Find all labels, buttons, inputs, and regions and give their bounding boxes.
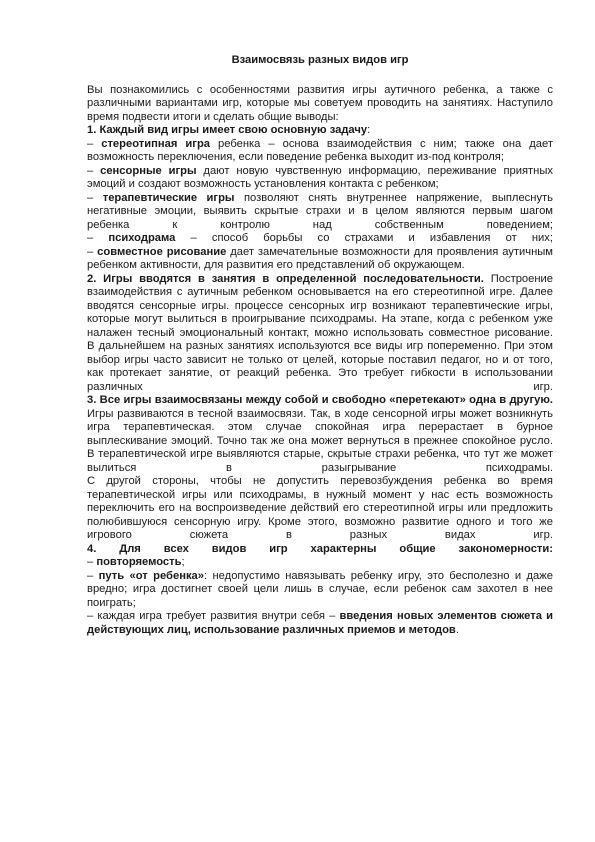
item-term: сенсорные игры (100, 164, 197, 177)
section-3-heading: 3. Все игры взаимосвязаны между собой и свободно «перетекают» одна в другую. (87, 394, 553, 406)
item-term: терапевтические игры (102, 191, 235, 204)
item-text: позволяют снять внутреннее напряжение, выплеснуть негативные эмоции, выявить скрытые страхи и в целом являются первым шагом ребенка к контролю над собственным поведением; (87, 191, 553, 231)
section-1-heading (87, 124, 553, 138)
section-3-text: Игры развиваются в тесной взаимосвязи. Так, в ходе сенсорной игры может возникнуть игра терапевтическая. этом случае спокойная игра перерастает в бурное выплескивание эмоций. Точно так же она может вернуться в прежнее спокойное русло. (87, 407, 553, 447)
item-text: ребенка – основа взаимодействия с ним; также она дает возможность переключения, если поведение ребенка выходит из-под контроля; (87, 137, 553, 163)
item-dash: – (87, 164, 101, 177)
section-1-item-1 (87, 138, 553, 165)
item-dash: – (87, 137, 102, 150)
section-4-item-3 (87, 610, 553, 637)
section-4-item-2 (87, 570, 553, 611)
intro-paragraph: Вы познакомились с особенностями развития игры аутичного ребенка, а также с различными вариантами игр, которые мы советуем проводить на занятиях. Наступило время подвести итоги и сделать общие выводы: (87, 83, 553, 123)
section-4-heading: 4. Для всех видов игр характерны общие закономерности: (87, 542, 553, 555)
section-2-heading: 2. Игры вводятся в занятия в определенной последовательности. (87, 272, 484, 285)
section-4-heading-line (87, 543, 553, 557)
section-4-item-1 (87, 556, 553, 570)
section-2-text: Построение взаимодействия с аутичным ребенком основывается на его стереотипной игре. Далее вводятся сенсорные игры. процессе сенсорных игр возникают терапевтические игры, которые могут вылиться в проигрывание психодрамы. На этапе, когда с ребенком уже налажен тесный эмоциональный контакт, можно использовать совместное рисование. (87, 272, 554, 339)
section-3-paragraph (87, 394, 553, 448)
section-2-paragraph-2: В дальнейшем на разных занятиях используются все виды игр попеременно. При этом выбор игры часто зависит не только от целей, которые поставил педагог, но и от того, как протекает занятие, от реакций ребенка. Это требует гибкости в использовании различных игр. (87, 340, 553, 393)
item-text: ; (181, 556, 185, 568)
section-2-paragraph (87, 273, 553, 341)
item-text: дает замечательные возможности для проявления аутичным ребенком активности, для развития его представлений об окружающем. (87, 245, 553, 271)
item-text: дают новую чувственную информацию, переживание приятных эмоций и создают возможность установления контакта с ребенком; (87, 164, 553, 190)
section-1-item-4 (87, 232, 553, 246)
item-term: повторяемость (96, 556, 182, 568)
section-1-heading-tail: : (367, 124, 371, 136)
item-term: стереотипная игра (101, 137, 210, 150)
document-title: Взаимосвязь разных видов игр (231, 54, 409, 66)
section-1-item-5 (87, 246, 553, 273)
item-term: путь «от ребенка» (98, 569, 204, 582)
item-term: совместное рисование (97, 245, 227, 258)
section-1-item-3 (87, 192, 553, 233)
section-1-heading-text: 1. Каждый вид игры имеет свою основную задачу (87, 124, 368, 136)
item-dash: – (87, 232, 109, 244)
item-text: – каждая игра требует развития внутри себя – (87, 610, 340, 622)
item-term: введения новых элементов сюжета и действующих лиц, использование различных приемов и методов (87, 610, 553, 636)
section-3-paragraph-2: В терапевтической игре выявляются старые, скрытые страхи ребенка, что тут же может вылиться в разыгрывание психодрамы. (87, 448, 553, 474)
item-dash: – (87, 191, 103, 204)
item-text: – способ борьбы со страхами и избавления от них; (175, 232, 553, 244)
document-page (87, 54, 553, 637)
item-text: : недопустимо навязывать ребенку игру, это бесполезно и даже вредно; игра достигнет своей цели лишь в случае, если ребенок сам захотел в нее поиграть; (87, 569, 553, 609)
item-dash: – (87, 556, 97, 568)
item-tail: . (455, 623, 459, 636)
item-dash: – (87, 569, 99, 582)
section-3-paragraph-3: С другой стороны, чтобы не допустить перевозбуждения ребенка во время терапевтической игры или психодрамы, в нужный момент у нас есть возможность переключить его на воспроизведение действий его стереотипной игры или предложить полюбившуюся сенсорную игру. Кроме этого, возможно развитие одного и того же игрового сюжета в разных видах игр. (87, 475, 553, 541)
item-term: психодрама (108, 232, 176, 244)
section-1-item-2 (87, 165, 553, 192)
item-dash: – (87, 245, 98, 258)
